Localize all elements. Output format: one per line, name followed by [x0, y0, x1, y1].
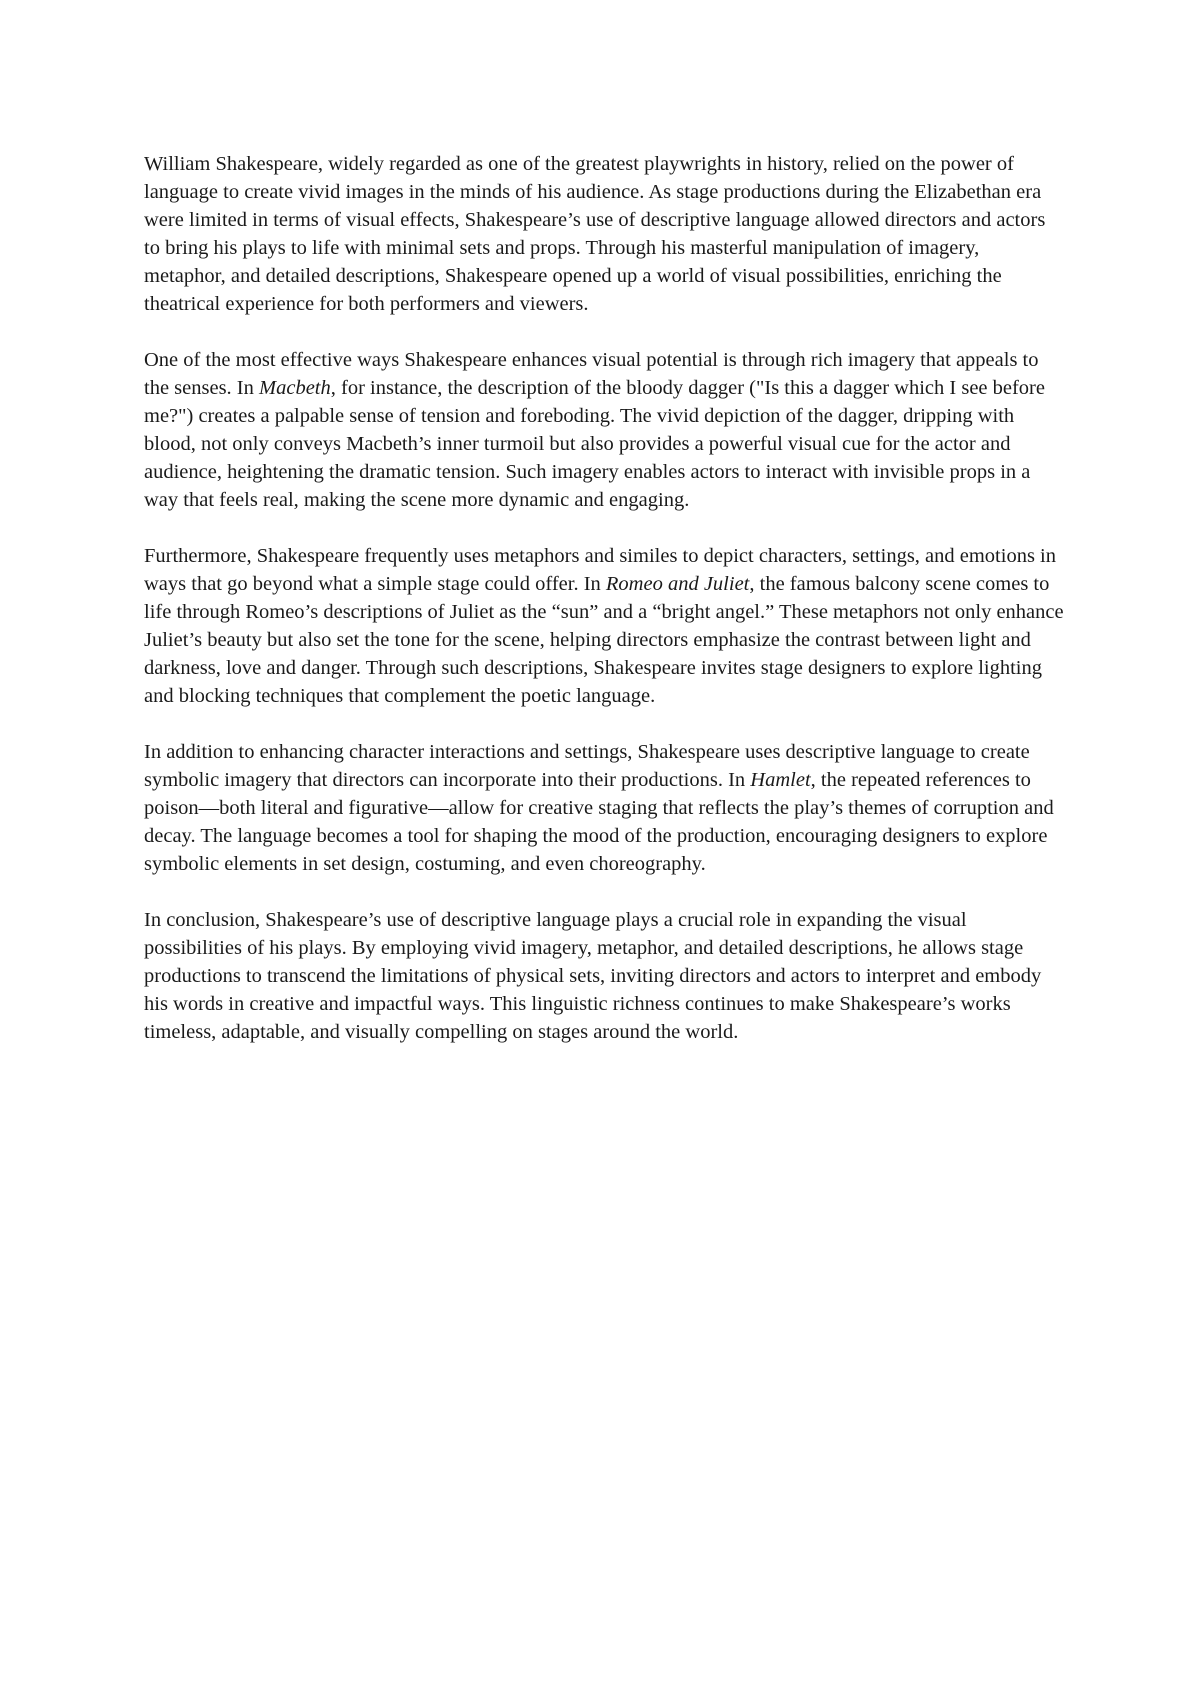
paragraph-text: , the repeated references to poison—both literal and figurative—allow for creative staging that reflects the play’s themes of corruption and decay. The language becomes a tool for shaping the mood of the production, encouraging designers to explore symbolic elements in set design, costuming, and even choreography.	[144, 769, 1054, 875]
paragraph-conclusion	[144, 906, 1064, 1046]
document-body	[144, 150, 1064, 1074]
paragraph-text: , the famous balcony scene comes to life through Romeo’s descriptions of Juliet as the “sun” and a “bright angel.” These metaphors not only enhance Juliet’s beauty but also set the tone for the scene, helping directors emphasize the contrast between light and darkness, love and danger. Through such descriptions, Shakespeare invites stage designers to explore lighting and blocking techniques that complement the poetic language.	[144, 573, 1064, 707]
paragraph-text: One of the most effective ways Shakespeare enhances visual potential is through rich imagery that appeals to the senses. In	[144, 349, 1039, 399]
play-title-romeo-and-juliet: Romeo and Juliet	[605, 573, 750, 595]
paragraph-imagery-macbeth	[144, 346, 1064, 514]
paragraph-metaphors-romeo-juliet	[144, 542, 1064, 710]
paragraph-text: In addition to enhancing character interactions and settings, Shakespeare uses descriptive language to create symbolic imagery that directors can incorporate into their productions. In	[144, 741, 1030, 791]
paragraph-text: Furthermore, Shakespeare frequently uses metaphors and similes to depict characters, settings, and emotions in ways that go beyond what a simple stage could offer. In	[144, 545, 1056, 595]
paragraph-symbolism-hamlet	[144, 738, 1064, 878]
paragraph-text: In conclusion, Shakespeare’s use of descriptive language plays a crucial role in expanding the visual possibilities of his plays. By employing vivid imagery, metaphor, and detailed descriptions, he allows stage productions to transcend the limitations of physical sets, inviting directors and actors to interpret and embody his words in creative and impactful ways. This linguistic richness continues to make Shakespeare’s works timeless, adaptable, and visually compelling on stages around the world.	[144, 909, 1042, 1043]
play-title-macbeth: Macbeth	[259, 377, 331, 399]
paragraph-text: , for instance, the description of the bloody dagger ("Is this a dagger which I see before me?") creates a palpable sense of tension and foreboding. The vivid depiction of the dagger, dripping with blood, not only conveys Macbeth’s inner turmoil but also provides a powerful visual cue for the actor and audience, heightening the dramatic tension. Such imagery enables actors to interact with invisible props in a way that feels real, making the scene more dynamic and engaging.	[144, 377, 1045, 511]
play-title-hamlet: Hamlet	[750, 769, 811, 791]
paragraph-introduction	[144, 150, 1064, 318]
paragraph-text: William Shakespeare, widely regarded as one of the greatest playwrights in history, relied on the power of language to create vivid images in the minds of his audience. As stage productions during the Elizabethan era were limited in terms of visual effects, Shakespeare’s use of descriptive language allowed directors and actors to bring his plays to life with minimal sets and props. Through his masterful manipulation of imagery, metaphor, and detailed descriptions, Shakespeare opened up a world of visual possibilities, enriching the theatrical experience for both performers and viewers.	[144, 153, 1046, 315]
